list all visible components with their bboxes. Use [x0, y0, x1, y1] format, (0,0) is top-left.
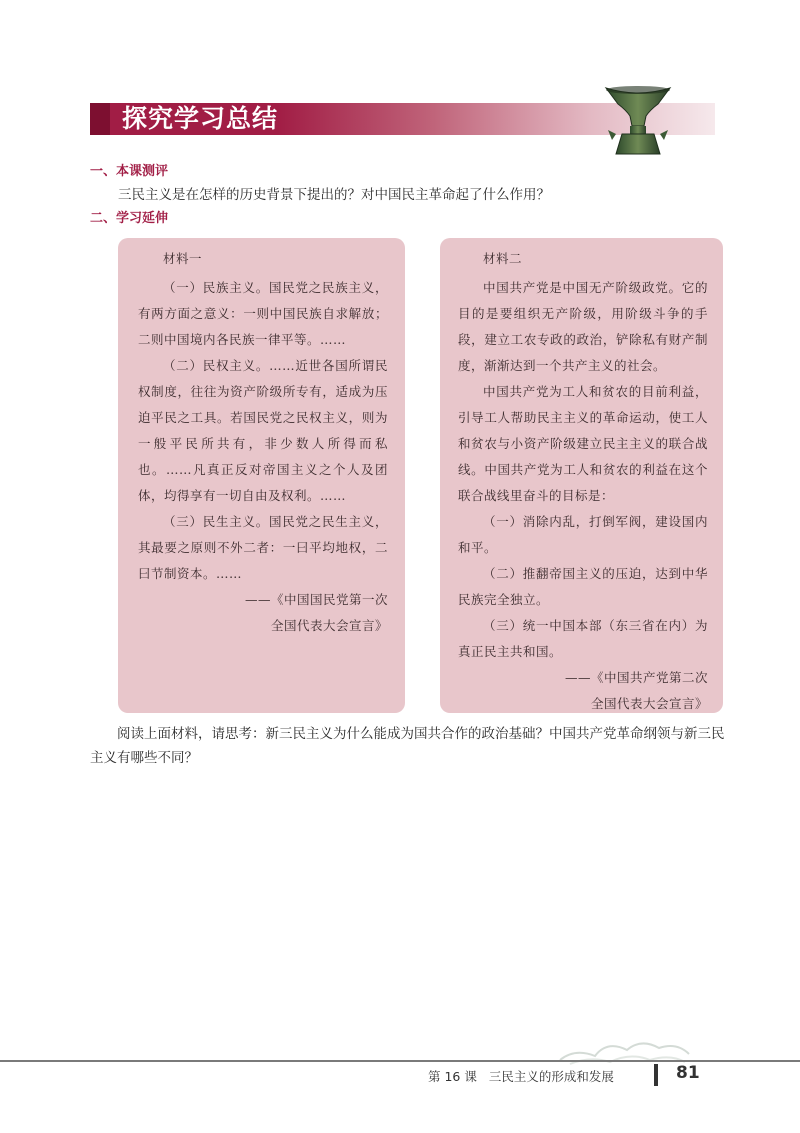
material-one-content: [138, 246, 388, 639]
bronze-vessel-icon: [598, 82, 678, 160]
material-one-source: 全国代表大会宣言》: [270, 618, 388, 633]
material-two-paragraph: 中国共产党为工人和贫农的目前利益，引导工人帮助民主主义的革命运动，使工人和贫农与小资产阶级建立民主主义的联合战线。中国共产党为工人和贫农的利益在这个联合战线里奋斗的目标是：: [458, 384, 708, 503]
material-two-paragraph: （一）消除内乱，打倒军阀，建设国内和平。: [458, 514, 708, 555]
material-two-paragraph: 中国共产党是中国无产阶级政党。它的目的是要组织无产阶级，用阶级斗争的手段，建立工农专政的政治，铲除私有财产制度，渐渐达到一个共产主义的社会。: [458, 280, 708, 373]
evaluation-question: 三民主义是在怎样的历史背景下提出的？对中国民主革命起了什么作用？: [118, 187, 550, 203]
material-two-paragraph: （三）统一中国本部（东三省在内）为真正民主共和国。: [458, 618, 708, 659]
material-two-content: [458, 246, 708, 717]
footer-lesson-title: 三民主义的形成和发展: [488, 1069, 614, 1084]
material-one-paragraph: （三）民生主义。国民党之民生主义，其最要之原则不外二者：一曰平均地权，二曰节制资本。……: [138, 514, 388, 581]
footer-lesson-info: [428, 1067, 622, 1085]
material-two-source: ——《中国共产党第二次: [564, 670, 708, 685]
material-one-paragraph: （二）民权主义。……近世各国所谓民权制度，往往为资产阶级所专有，适成为压迫平民之工具。若国民党之民权主义，则为一般平民所共有，非少数人所得而私也。……凡真正反对帝国主义之个人及团体，均得享有一切自由及权利。……: [138, 358, 388, 503]
material-two-paragraph: （二）推翻帝国主义的压迫，达到中华民族完全独立。: [458, 566, 708, 607]
material-two-source: 全国代表大会宣言》: [590, 696, 708, 711]
material-two-title: 材料二: [483, 251, 523, 266]
header-square-marker: [90, 103, 110, 135]
page-number: 81: [676, 1063, 700, 1083]
material-one-title: 材料一: [163, 251, 203, 266]
cloud-ornament-icon: [555, 1030, 695, 1070]
material-one-source: ——《中国国民党第一次: [244, 592, 388, 607]
reading-question: 阅读上面材料，请思考：新三民主义为什么能成为国共合作的政治基础？中国共产党革命纲领与新三民主义有哪些不同？: [90, 726, 725, 766]
footer-lesson-number: 第 16 课: [428, 1069, 477, 1084]
footer-bar: [654, 1064, 658, 1086]
section-heading-extension: 二、学习延伸: [90, 211, 169, 226]
material-one-paragraph: （一）民族主义。国民党之民族主义，有两方面之意义：一则中国民族自求解放；二则中国境内各民族一律平等。……: [138, 280, 388, 347]
section-heading-evaluation: 一、本课测评: [90, 164, 169, 179]
page-title: 探究学习总结: [122, 104, 279, 133]
footer-divider: [0, 1060, 800, 1062]
